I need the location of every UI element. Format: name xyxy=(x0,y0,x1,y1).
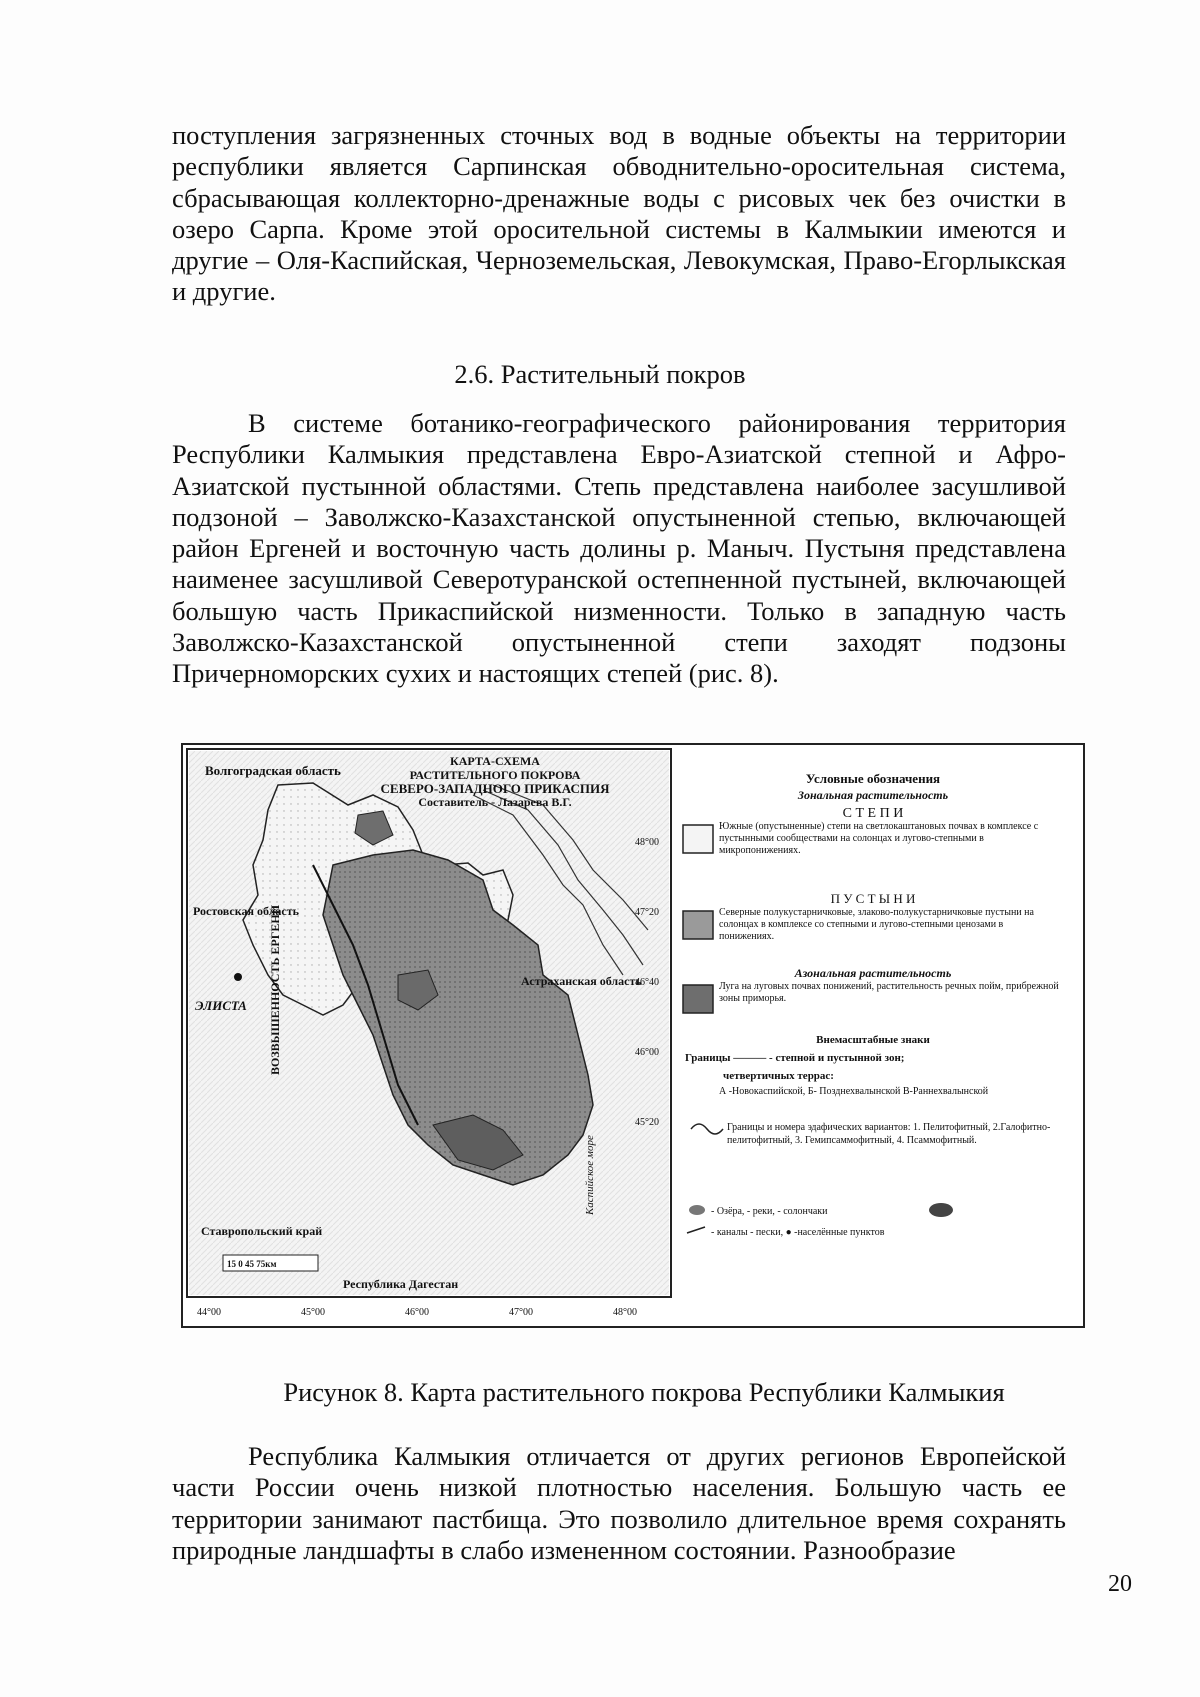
lat-tick-1: 48°00 xyxy=(635,837,659,848)
legend-desert-text: Северные полукустарничковые, злаково-полукустарничковые пустыни на солонцах в комплексе со степными и лугово-степными ценозами в понижениях. xyxy=(719,907,1034,942)
lon-tick-2: 45°00 xyxy=(301,1307,325,1318)
map-svg xyxy=(183,745,1083,1326)
legend-zonal: Зональная растительность xyxy=(797,788,949,802)
legend-steppe-text: Южные (опустыненные) степи на светлокаштановых почвах в комплексе с пустынными сообществами на солонцах и лугово-степными в микропонижениях. xyxy=(719,821,1039,856)
legend-symbols-row1: - Озёра, - реки, - солончаки xyxy=(711,1206,828,1217)
legend-edaphic-box xyxy=(727,1121,1062,1191)
lon-tick-1: 44°00 xyxy=(197,1307,221,1318)
paragraph-1: поступления загрязненных сточных вод в водные объекты на территории республики является Сарпинская обводнительно-оросительная система, сбрасывающая коллекторно-дренажные воды с рисовых чек без очистки в озеро Сарпа. Кроме этой оросительной системы в Калмыкии имеются и другие – Оля-Каспийская, Черноземельская, Левокумская, Право-Егорлыкская и другие. xyxy=(172,120,1066,307)
vegetation-map-figure xyxy=(181,743,1085,1328)
map-title-4: Составитель - Лазарева В.Г. xyxy=(418,795,572,809)
legend-desert-text-box xyxy=(719,907,1059,967)
legend-offscale: Внемасштабные знаки xyxy=(816,1034,930,1046)
edaphic-line-symbol xyxy=(691,1124,723,1134)
legend-symbols-row2: - каналы - пески, ● -населённые пунктов xyxy=(711,1227,885,1238)
legend-terrace-box xyxy=(719,1085,1059,1119)
legend-azonal-text: Луга на луговых почвах понижений, растительность речных пойм, прибрежной зоны приморья. xyxy=(719,981,1059,1004)
scale-label: 15 0 45 75км xyxy=(227,1259,277,1269)
legend-terrace-list: А -Новокаспийской, Б- Позднехвалынской В-Раннехвалынской xyxy=(719,1086,989,1097)
label-volgograd: Волгоградская область xyxy=(205,763,341,778)
saltmarsh-symbol xyxy=(929,1203,953,1217)
elista-dot xyxy=(234,973,242,981)
lat-tick-3: 46°40 xyxy=(635,977,659,988)
lon-tick-4: 47°00 xyxy=(509,1307,533,1318)
label-elista: ЭЛИСТА xyxy=(195,998,247,1013)
label-stavropol: Ставропольский край xyxy=(201,1224,323,1238)
paragraph-3: Республика Калмыкия отличается от других регионов Европейской части России очень низкой плотностью населения. Большую часть ее территории занимают пастбища. Это позволило длительное время сохранять природные ландшафты в слабо измененном состоянии. Разнообразие xyxy=(172,1441,1066,1565)
label-caspian: Каспийское море xyxy=(584,1135,596,1215)
legend-azonal: Азональная растительность xyxy=(794,966,952,980)
lon-tick-3: 46°00 xyxy=(405,1307,429,1318)
legend-steppe-swatch xyxy=(683,825,713,853)
lat-tick-5: 45°20 xyxy=(635,1117,659,1128)
lat-tick-2: 47°20 xyxy=(635,907,659,918)
section-heading: 2.6. Растительный покров xyxy=(454,359,746,389)
legend-azonal-swatch xyxy=(683,985,713,1013)
figure-caption: Рисунок 8. Карта растительного покрова Республики Калмыкия xyxy=(283,1377,1005,1407)
label-rostov: Ростовская область xyxy=(193,904,299,918)
lat-tick-4: 46°00 xyxy=(635,1047,659,1058)
legend-edaphic: Границы и номера эдафических вариантов: 1. Пелитофитный, 2.Галофитно-пелитофитный, 3. Гемипсаммофитный, 4. Псаммофитный. xyxy=(727,1122,1051,1146)
canal-symbol xyxy=(687,1227,705,1233)
legend-desert-swatch xyxy=(683,911,713,939)
legend-borders: Границы ——— - степной и пустынной зон; xyxy=(685,1052,905,1064)
legend-terraces: четвертичных террас: xyxy=(723,1070,834,1082)
label-astrakhan: Астраханская область xyxy=(521,974,642,988)
paragraph-2: В системе ботанико-географического районирования территория Республики Калмыкия представлена Евро-Азиатской степной и Афро-Азиатской пустынной областями. Степь представлена наиболее засушливой подзоной – Заволжско-Казахстанской опустыненной степью, включающей район Ергеней и восточную часть долины р. Маныч. Пустыня представлена наименее засушливой Северотуранской остепненной пустыней, включающей большую часть Прикаспийской низменности. Только в западную часть Заволжско-Казахстанской опустыненной степи заходят подзоны Причерноморских сухих и настоящих степей (рис. 8). xyxy=(172,408,1066,689)
legend-steppe-text-box xyxy=(719,821,1059,891)
label-dagestan: Республика Дагестан xyxy=(343,1277,459,1291)
map-title-1: КАРТА-СХЕМА xyxy=(450,754,540,768)
legend-title: Условные обозначения xyxy=(805,771,941,786)
map-title-2: РАСТИТЕЛЬНОГО ПОКРОВА xyxy=(409,768,581,782)
legend-steppe: С Т Е П И xyxy=(842,806,904,821)
label-ergeni: ВОЗВЫШЕННОСТЬ ЕРГЕНИ xyxy=(268,904,282,1075)
map-title-3: СЕВЕРО-ЗАПАДНОГО ПРИКАСПИЯ xyxy=(380,781,610,796)
page-number: 20 xyxy=(1108,1571,1132,1597)
legend-desert: П У С Т Ы Н И xyxy=(830,891,916,906)
lon-tick-5: 48°00 xyxy=(613,1307,637,1318)
legend-azonal-text-box xyxy=(719,981,1059,1029)
lake-symbol xyxy=(689,1205,705,1215)
